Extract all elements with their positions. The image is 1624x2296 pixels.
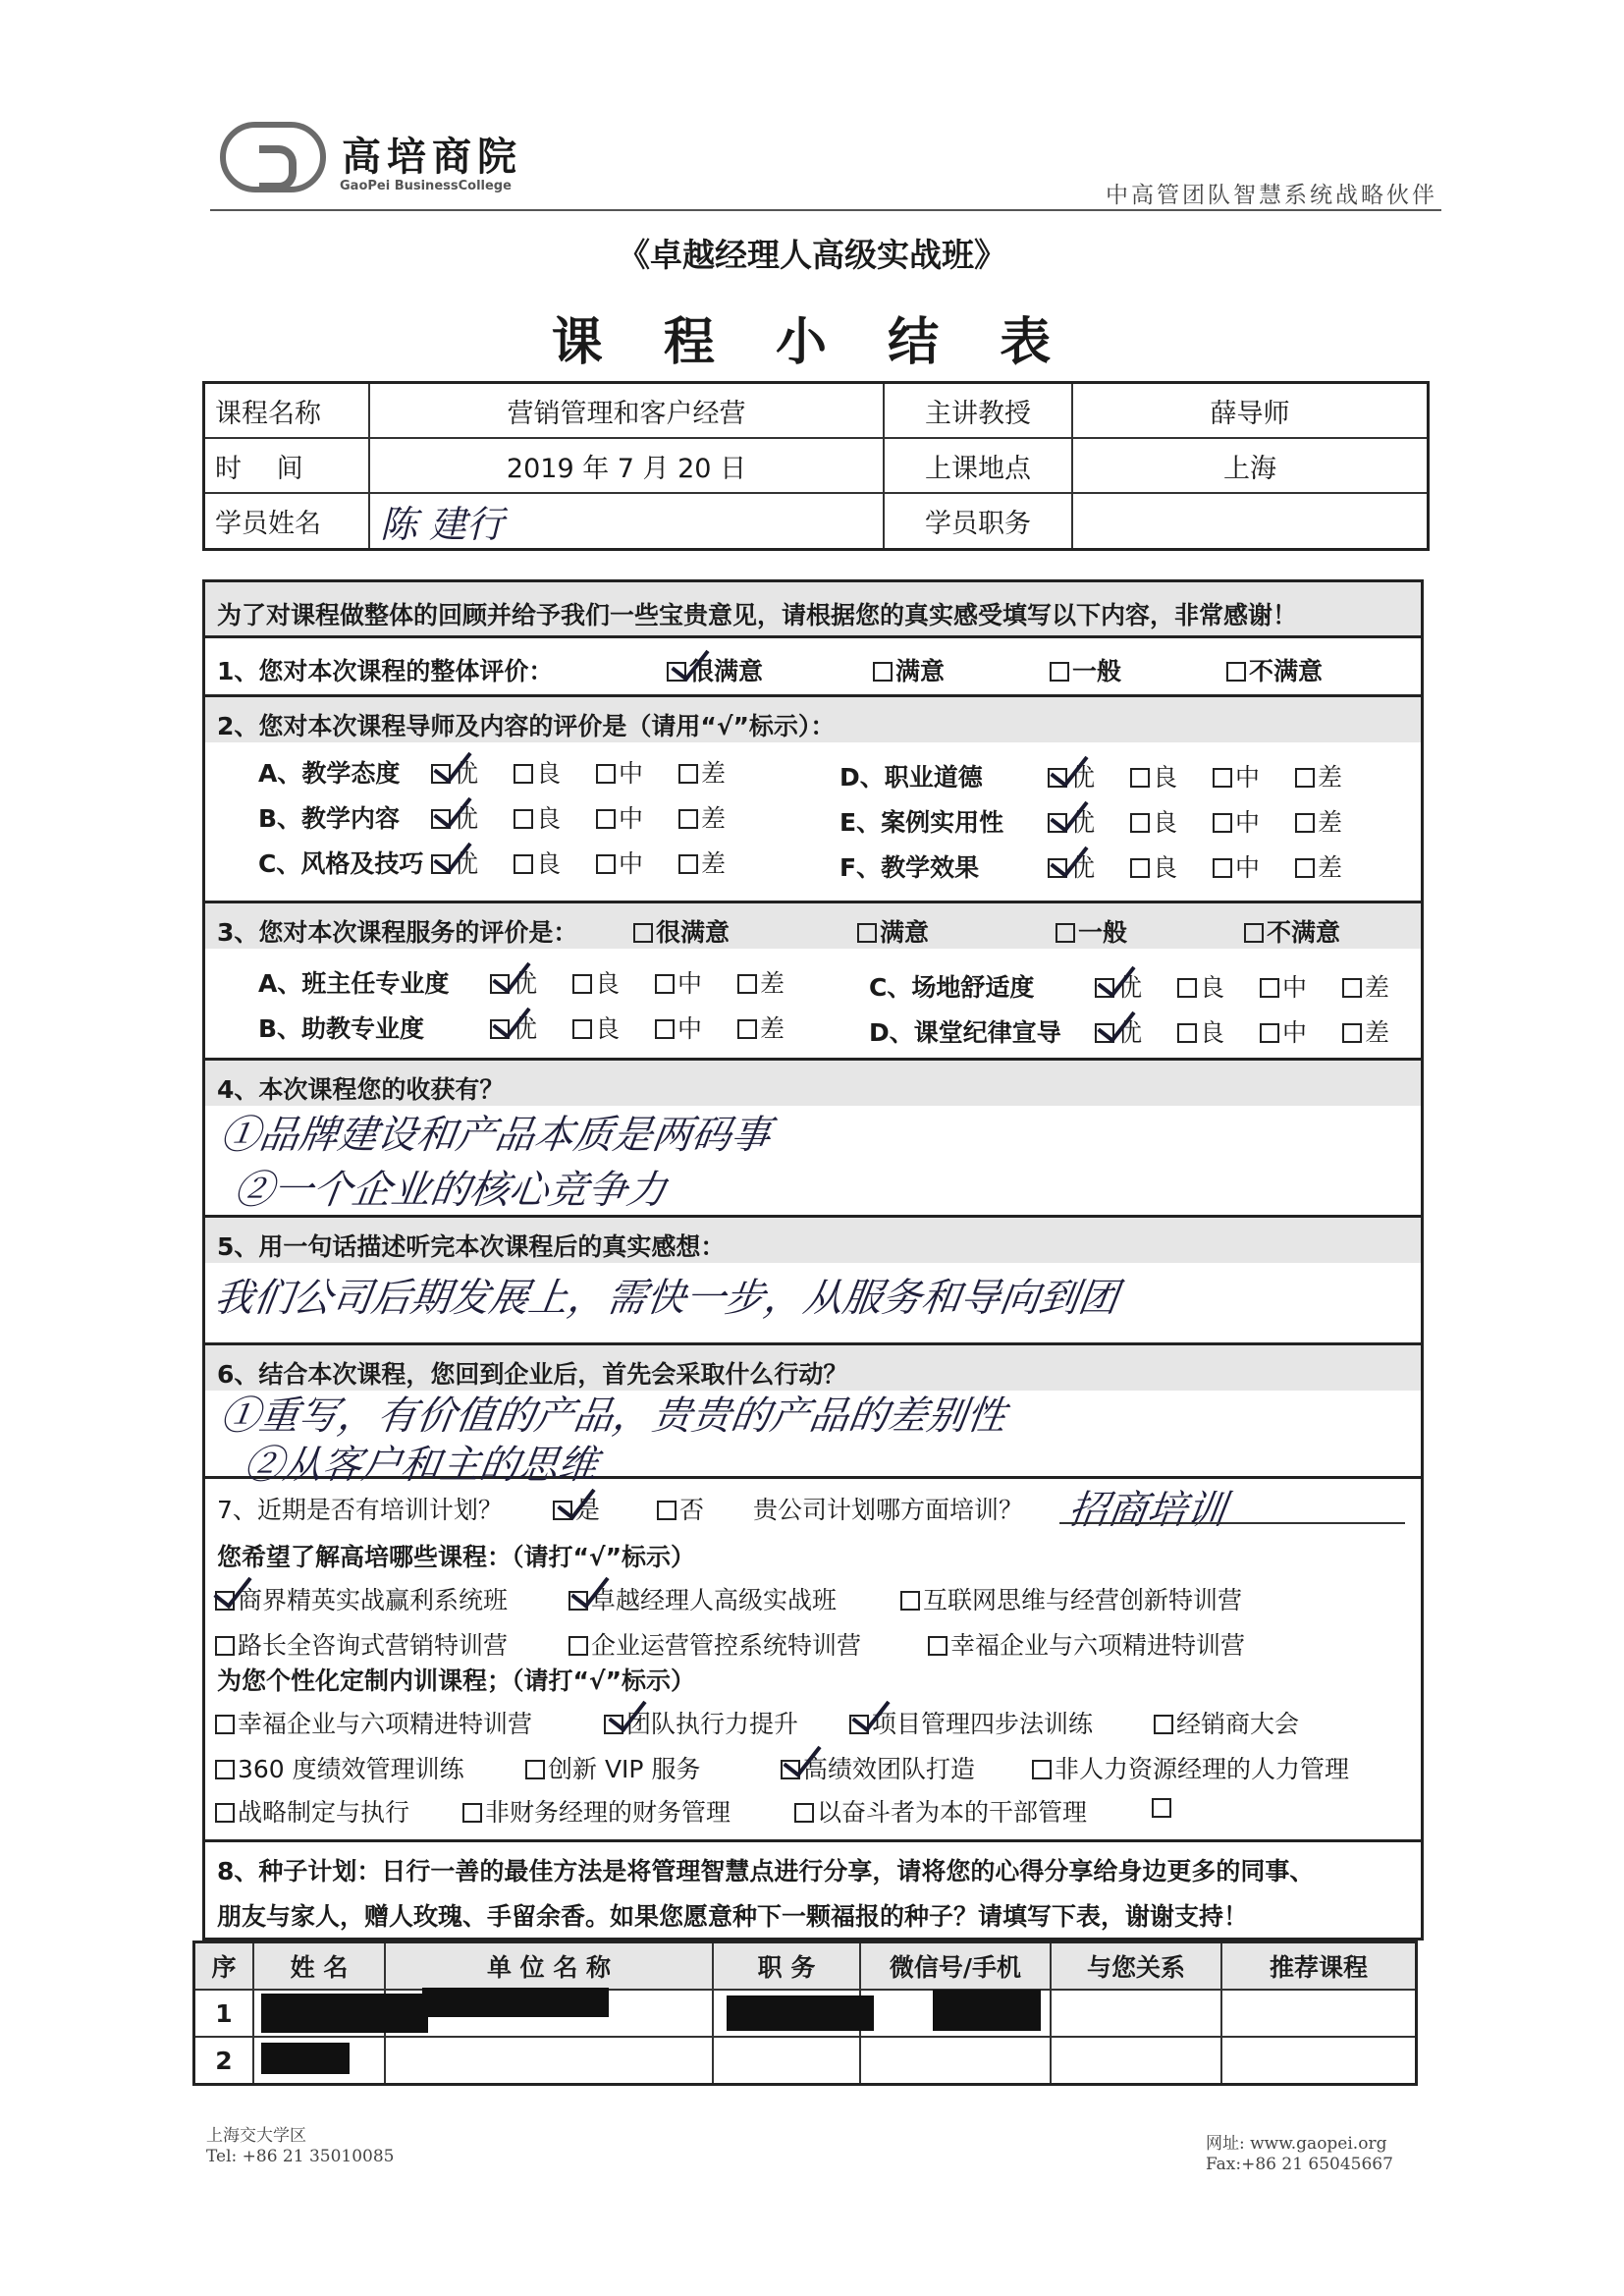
q2-grade-4-3[interactable]: 差 (1295, 803, 1342, 839)
q4-label: 4、本次课程您的收获有？ (217, 1075, 505, 1104)
checkbox-icon (215, 1803, 235, 1823)
checkbox-icon (678, 854, 698, 874)
custom-option[interactable]: 团队执行力提升 (604, 1705, 798, 1740)
q8-line-2: 朋友与家人，赠人玫瑰、手留余香。如果您愿意种下一颗福报的种子？请填写下表，谢谢支持！ (217, 1902, 1249, 1931)
q7-plan-answer[interactable]: 招商培训 (1065, 1488, 1229, 1533)
q3-grade-3-0[interactable]: 优 (1095, 1013, 1142, 1049)
q2-grade-3-0[interactable]: 优 (1048, 758, 1095, 793)
q1-satisfied[interactable]: 满意 (873, 652, 945, 687)
q5-label: 5、用一句话描述听完本次课程后的真实感想： (217, 1232, 726, 1261)
form-title: 课 程 小 结 表 (551, 313, 1073, 372)
q3-section (202, 903, 1424, 1061)
q3-satisfied[interactable]: 满意 (857, 913, 929, 949)
checkbox-icon (1226, 662, 1246, 682)
place-label: 上课地点 (884, 438, 1072, 493)
course-name-label: 课程名称 (204, 383, 370, 439)
checkbox-icon (1130, 768, 1150, 788)
q7-custom-label: 为您个性化定制内训课程；（请打“√”标示） (217, 1667, 696, 1695)
q3-grade-3-1[interactable]: 良 (1177, 1013, 1224, 1049)
intro-text: 为了对课程做整体的回顾并给予我们一些宝贵意见，请根据您的真实感受填写以下内容，非常感谢！ (217, 601, 1298, 629)
slogan: 中高管团队智慧系统战略伙伴 (1106, 183, 1437, 208)
footer-address: 上海交大学区 (206, 2126, 306, 2146)
checkbox-icon (633, 923, 653, 943)
q2-item-e: E、案例实用性 (839, 808, 1004, 837)
col-name: 姓 名 (253, 1942, 385, 1991)
student-signature: 陈 建行 (380, 503, 505, 546)
course-option[interactable]: 互联网思维与经营创新特训营 (900, 1581, 1242, 1616)
q3-grade-1-1[interactable]: 良 (572, 1010, 620, 1045)
col-position: 职 务 (713, 1942, 860, 1991)
q4-answer-1[interactable]: ①品牌建设和产品本质是两码事 (217, 1113, 774, 1158)
q2-grade-5-2[interactable]: 中 (1213, 848, 1260, 884)
position-label: 学员职务 (884, 493, 1072, 550)
q3-grade-0-1[interactable]: 良 (572, 964, 620, 1000)
custom-option[interactable]: 项目管理四步法训练 (849, 1705, 1093, 1740)
course-option[interactable]: 卓越经理人高级实战班 (568, 1581, 837, 1616)
course-option[interactable]: 幸福企业与六项精进特训营 (928, 1626, 1245, 1662)
q2-item-c: C、风格及技巧 (258, 849, 424, 878)
position-value[interactable] (1072, 493, 1429, 550)
checkbox-icon (1295, 768, 1315, 788)
q7-want-label: 您希望了解高培哪些课程：（请打“√”标示） (217, 1543, 696, 1571)
footer-website[interactable]: 网址: www.gaopei.org (1206, 2134, 1387, 2154)
checkbox-icon (900, 1591, 920, 1611)
q3-unsatisfied[interactable]: 不满意 (1244, 913, 1340, 949)
q3-grade-0-3[interactable]: 差 (737, 964, 785, 1000)
checkbox-icon (1213, 768, 1232, 788)
q7-plan-label: 贵公司计划哪方面培训？ (753, 1496, 1024, 1524)
q2-grade-3-3[interactable]: 差 (1295, 758, 1342, 793)
checkbox-icon (1213, 858, 1232, 878)
checkbox-icon (215, 1636, 235, 1656)
q8-section (202, 1842, 1424, 1941)
q2-grade-0-2[interactable]: 中 (596, 754, 643, 790)
place-value[interactable]: 上海 (1072, 438, 1429, 493)
q2-section (202, 697, 1424, 903)
checkbox-icon (794, 1803, 814, 1823)
q7-section (202, 1479, 1424, 1842)
q2-grade-2-1[interactable]: 良 (514, 845, 561, 880)
header-divider (210, 209, 1441, 211)
custom-option[interactable]: 360 度绩效管理训练 (215, 1750, 464, 1785)
checkbox-icon (462, 1803, 482, 1823)
checkbox-icon (737, 1019, 757, 1039)
checkbox-icon (857, 923, 877, 943)
q1-label: 1、您对本次课程的整体评价： (217, 657, 554, 685)
q7-label: 7、近期是否有培训计划？ (217, 1496, 503, 1524)
row-index: 1 (194, 1990, 254, 2037)
q2-item-d: D、职业道德 (839, 763, 983, 792)
checkbox-icon (596, 764, 616, 784)
checkbox-icon (514, 809, 533, 829)
q2-item-f: F、教学效果 (839, 853, 980, 882)
q2-grade-1-3[interactable]: 差 (678, 799, 726, 835)
teacher-label: 主讲教授 (884, 383, 1072, 439)
col-index: 序 (194, 1942, 254, 1991)
q2-grade-3-2[interactable]: 中 (1213, 758, 1260, 793)
checkbox-icon (1177, 978, 1197, 998)
q3-grade-0-2[interactable]: 中 (655, 964, 702, 1000)
col-relation: 与您关系 (1051, 1942, 1221, 1991)
q3-grade-0-0[interactable]: 优 (490, 964, 537, 1000)
q3-grade-1-0[interactable]: 优 (490, 1010, 537, 1045)
q2-grade-5-3[interactable]: 差 (1295, 848, 1342, 884)
redaction-block (727, 1995, 874, 2031)
redaction-block (261, 2043, 350, 2074)
student-name-value[interactable] (369, 493, 884, 550)
custom-option[interactable] (1152, 1793, 1174, 1822)
q2-grade-5-1[interactable]: 良 (1130, 848, 1177, 884)
q3-grade-3-3[interactable]: 差 (1342, 1013, 1389, 1049)
col-course: 推荐课程 (1221, 1942, 1417, 1991)
q3-item-d: D、课堂纪律宣导 (869, 1018, 1061, 1047)
intro-row (202, 579, 1424, 638)
custom-option[interactable]: 非人力资源经理的人力管理 (1032, 1750, 1349, 1785)
logo-english: GaoPei BusinessCollege (340, 179, 512, 193)
checkbox-icon (1177, 1023, 1197, 1043)
course-option[interactable]: 路长全咨询式营销特训营 (215, 1626, 508, 1662)
q6-section (202, 1345, 1424, 1488)
q2-grade-0-0[interactable]: 优 (431, 754, 478, 790)
q2-grade-4-0[interactable]: 优 (1048, 803, 1095, 839)
q3-label: 3、您对本次课程服务的评价是： (217, 918, 578, 947)
q3-grade-1-3[interactable]: 差 (737, 1010, 785, 1045)
q8-line-1: 8、种子计划：日行一善的最佳方法是将管理智慧点进行分享，请将您的心得分享给身边更多的同事、 (217, 1857, 1315, 1886)
q3-very-satisfied[interactable]: 很满意 (633, 913, 730, 949)
q3-item-a: A、班主任专业度 (258, 969, 450, 998)
checkbox-icon (655, 974, 675, 994)
checkbox-icon (525, 1760, 545, 1779)
logo-text: 高培商院 (342, 135, 522, 180)
checkbox-icon (1056, 923, 1075, 943)
q3-grade-2-1[interactable]: 良 (1177, 968, 1224, 1004)
checkbox-icon (1213, 813, 1232, 833)
q7-no[interactable]: 否 (657, 1491, 704, 1526)
q3-grade-2-2[interactable]: 中 (1260, 968, 1307, 1004)
checkbox-icon (1295, 813, 1315, 833)
course-option[interactable]: 商界精英实战赢利系统班 (215, 1581, 508, 1616)
course-info-table (202, 381, 1430, 551)
checkbox-icon (1130, 813, 1150, 833)
q3-item-c: C、场地舒适度 (869, 973, 1035, 1002)
q2-item-a: A、教学态度 (258, 759, 401, 788)
checkbox-icon (1342, 978, 1362, 998)
q2-grade-2-2[interactable]: 中 (596, 845, 643, 880)
q2-grade-0-3[interactable]: 差 (678, 754, 726, 790)
checkbox-icon (1154, 1715, 1173, 1734)
q4-answer-2[interactable]: ②一个企业的核心竞争力 (231, 1168, 670, 1213)
q2-grade-4-1[interactable]: 良 (1130, 803, 1177, 839)
q5-answer[interactable]: 我们公司后期发展上，需快一步，从服务和导向到团 (211, 1276, 1121, 1321)
teacher-value[interactable]: 薛导师 (1072, 383, 1429, 439)
q7-yes[interactable]: 是 (553, 1491, 600, 1526)
checkbox-icon (655, 1019, 675, 1039)
table-row[interactable] (194, 2037, 1417, 2085)
q1-normal[interactable]: 一般 (1050, 652, 1121, 687)
time-value[interactable]: 2019 年 7 月 20 日 (369, 438, 884, 493)
checkbox-icon (1032, 1760, 1052, 1779)
checkbox-icon (596, 854, 616, 874)
custom-option[interactable]: 创新 VIP 服务 (525, 1750, 700, 1785)
custom-option[interactable]: 战略制定与执行 (215, 1793, 409, 1829)
q2-grade-3-1[interactable]: 良 (1130, 758, 1177, 793)
checkbox-icon (568, 1636, 588, 1656)
checkbox-icon (572, 1019, 592, 1039)
redaction-block (422, 1988, 609, 2017)
q3-grade-3-2[interactable]: 中 (1260, 1013, 1307, 1049)
checkbox-icon (596, 809, 616, 829)
checkbox-icon (928, 1636, 947, 1656)
checkbox-icon (572, 974, 592, 994)
footer-fax: Fax:+86 21 65045667 (1206, 2155, 1393, 2174)
checkbox-icon (1342, 1023, 1362, 1043)
q2-grade-1-2[interactable]: 中 (596, 799, 643, 835)
q3-grade-2-0[interactable]: 优 (1095, 968, 1142, 1004)
q5-section (202, 1218, 1424, 1345)
course-option[interactable]: 企业运营管控系统特训营 (568, 1626, 861, 1662)
checkbox-icon (215, 1715, 235, 1734)
q3-normal[interactable]: 一般 (1056, 913, 1127, 949)
checkbox-icon (215, 1760, 235, 1779)
footer-tel: Tel: +86 21 35010085 (206, 2147, 395, 2166)
row-index: 2 (194, 2037, 254, 2085)
checkbox-icon (873, 662, 893, 682)
q2-grade-2-3[interactable]: 差 (678, 845, 726, 880)
checkbox-icon (1260, 1023, 1279, 1043)
redaction-block (933, 1990, 1041, 2031)
checkbox-icon (514, 764, 533, 784)
custom-option[interactable]: 高绩效团队打造 (781, 1750, 975, 1785)
logo-icon (220, 122, 326, 192)
custom-option[interactable]: 以奋斗者为本的干部管理 (794, 1793, 1087, 1829)
q6-answer-1[interactable]: ①重写，有价值的产品，贵贵的产品的差别性 (217, 1394, 1009, 1439)
redaction-block (261, 1994, 428, 2033)
course-title: 《卓越经理人高级实战班》 (618, 236, 1006, 274)
checkbox-icon (1152, 1798, 1171, 1818)
q3-grade-2-3[interactable]: 差 (1342, 968, 1389, 1004)
q6-label: 6、结合本次课程，您回到企业后，首先会采取什么行动？ (217, 1360, 848, 1389)
q1-section (202, 638, 1424, 697)
time-label: 时 间 (204, 438, 370, 493)
q6-answer-2[interactable]: ②从客户和主的思维 (241, 1443, 601, 1488)
q2-label: 2、您对本次课程导师及内容的评价是（请用“√”标示）： (217, 712, 836, 740)
course-name-value[interactable]: 营销管理和客户经营 (369, 383, 884, 439)
col-company: 单 位 名 称 (385, 1942, 713, 1991)
q4-section (202, 1061, 1424, 1218)
q2-grade-4-2[interactable]: 中 (1213, 803, 1260, 839)
q2-grade-5-0[interactable]: 优 (1048, 848, 1095, 884)
q2-item-b: B、教学内容 (258, 804, 401, 833)
checkbox-icon (657, 1501, 677, 1520)
q3-grade-1-2[interactable]: 中 (655, 1010, 702, 1045)
custom-option[interactable]: 非财务经理的财务管理 (462, 1793, 731, 1829)
col-wechat: 微信号/手机 (860, 1942, 1051, 1991)
q1-unsatisfied[interactable]: 不满意 (1226, 652, 1323, 687)
q2-grade-1-0[interactable]: 优 (431, 799, 478, 835)
custom-option[interactable]: 经销商大会 (1154, 1705, 1299, 1740)
checkbox-icon (737, 974, 757, 994)
checkbox-icon (678, 809, 698, 829)
checkbox-icon (678, 764, 698, 784)
q2-grade-1-1[interactable]: 良 (514, 799, 561, 835)
q1-very-satisfied[interactable]: 很满意 (667, 652, 763, 687)
checkbox-icon (1295, 858, 1315, 878)
student-name-label: 学员姓名 (204, 493, 370, 550)
checkbox-icon (1050, 662, 1069, 682)
checkbox-icon (514, 854, 533, 874)
checkbox-icon (1260, 978, 1279, 998)
q3-item-b: B、助教专业度 (258, 1014, 425, 1043)
q2-grade-0-1[interactable]: 良 (514, 754, 561, 790)
checkbox-icon (1244, 923, 1264, 943)
checkbox-icon (1130, 858, 1150, 878)
q2-grade-2-0[interactable]: 优 (431, 845, 478, 880)
custom-option[interactable]: 幸福企业与六项精进特训营 (215, 1705, 532, 1740)
